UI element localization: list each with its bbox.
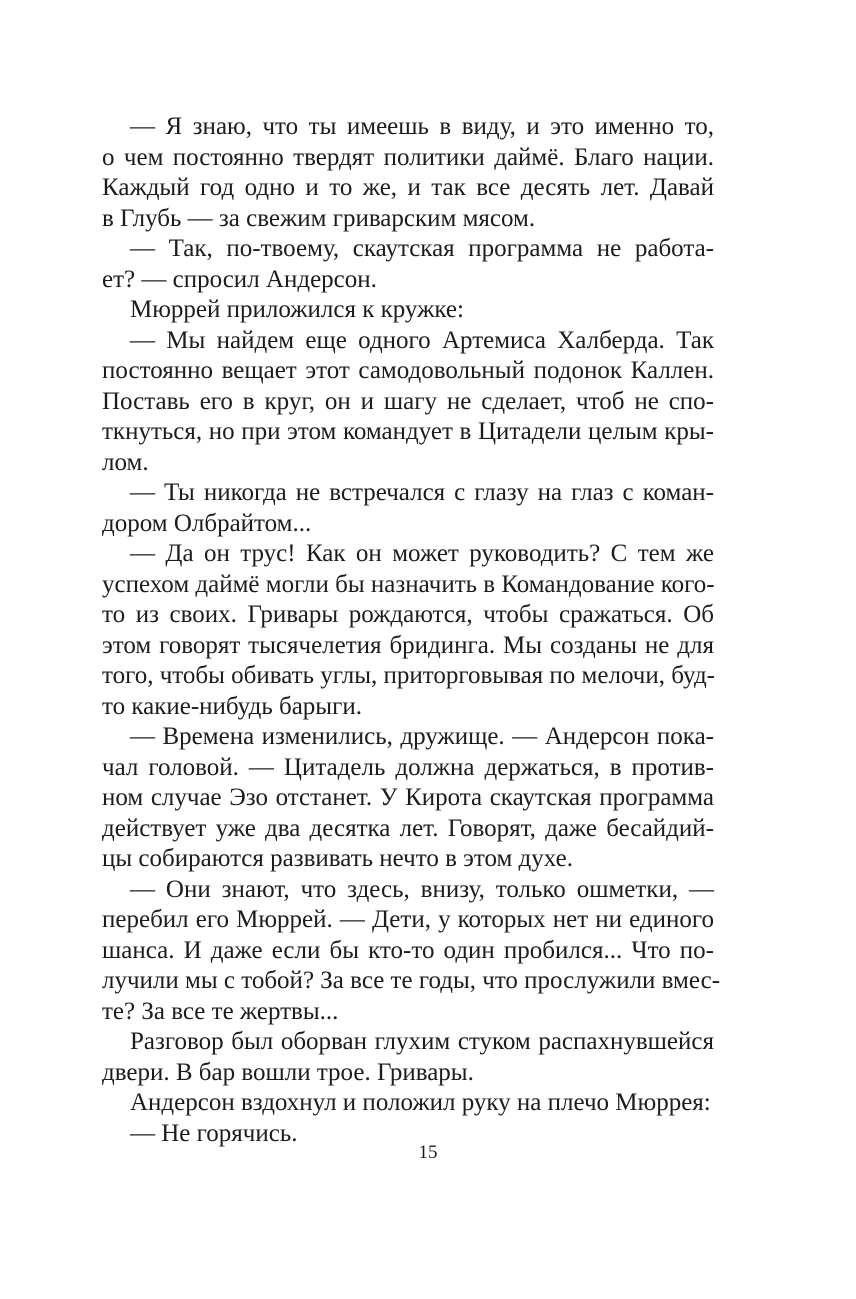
text-line: дором Олбрайтом... — [102, 509, 312, 537]
text-line: Мюррей приложился к кружке: — [130, 296, 464, 323]
text-line: то из своих. Гривары рождаются, чтобы сражаться. Об — [102, 601, 714, 628]
text-line: чал головой. — Цитадель должна держаться, в против- — [102, 753, 714, 781]
text-line: ном случае Эзо отстанет. У Кирота скаутская программа — [102, 784, 714, 811]
text-line: двери. В бар вошли трое. Гривары. — [102, 1058, 474, 1086]
text-line: Поставь его в круг, он и шагу не сделает, чтоб не спо- — [102, 387, 714, 415]
text-line: лучили мы с тобой? За все те годы, что прослужили вмес- — [102, 967, 721, 994]
text-line: Каждый год одно и то же, и так все десять лет. Давай — [102, 174, 714, 201]
text-line: — Мы найдем еще одного Артемиса Халберда. Так — [130, 326, 714, 354]
text-line: то какие-нибудь барыги. — [102, 692, 362, 720]
text-line: цы собираются развивать нечто в этом духе. — [102, 845, 573, 872]
text-line: постоянно вещает этот самодовольный подонок Каллен. — [102, 357, 714, 384]
text-line: лом. — [102, 448, 149, 476]
text-line: — Да он трус! Как он может руководить? С тем же — [130, 540, 714, 567]
text-line: Андерсон вздохнул и положил руку на плечо Мюррея: — [130, 1089, 711, 1116]
text-line: успехом даймё могли бы назначить в Командование кого- — [102, 570, 715, 598]
text-line: — Времена изменились, дружище. — Андерсон пока- — [130, 723, 714, 750]
text-line: перебил его Мюррей. — Дети, у которых нет ни единого — [102, 906, 714, 933]
text-line: того, чтобы обивать углы, приторговывая по мелочи, буд- — [102, 662, 715, 689]
text-line: — Ты никогда не встречался с глазу на глаз с коман- — [130, 479, 714, 506]
text-line: — Они знают, что здесь, внизу, только ошметки, — — [130, 875, 714, 903]
text-line: — Не горячись. — [130, 1119, 298, 1147]
text-line: — Я знаю, что ты имеешь в виду, и это именно то, — [130, 113, 714, 140]
text-line: в Глубь — за свежим гриварским мясом. — [102, 204, 536, 232]
text-line: те? За все те жертвы... — [102, 997, 339, 1025]
text-line: о чем постоянно твердят политики даймё. Благо нации. — [102, 143, 714, 171]
text-line: Разговор был оборван глухим стуком распахнувшейся — [130, 1028, 714, 1055]
body-text — [102, 112, 721, 1149]
text-line: действует уже два десятка лет. Говорят, даже бесайдий- — [102, 814, 714, 842]
page-number: 15 — [418, 1142, 438, 1163]
text-line: ет? — спросил Андерсон. — [102, 265, 377, 293]
text-line: этом говорят тысячелетия бридинга. Мы созданы не для — [102, 631, 714, 659]
text-line: шанса. И даже если бы кто-то один пробился... Что по- — [102, 936, 714, 964]
text-line: ткнуться, но при этом командует в Цитадели целым кры- — [102, 418, 714, 445]
text-line: — Так, по-твоему, скаутская программа не работа- — [130, 235, 714, 262]
